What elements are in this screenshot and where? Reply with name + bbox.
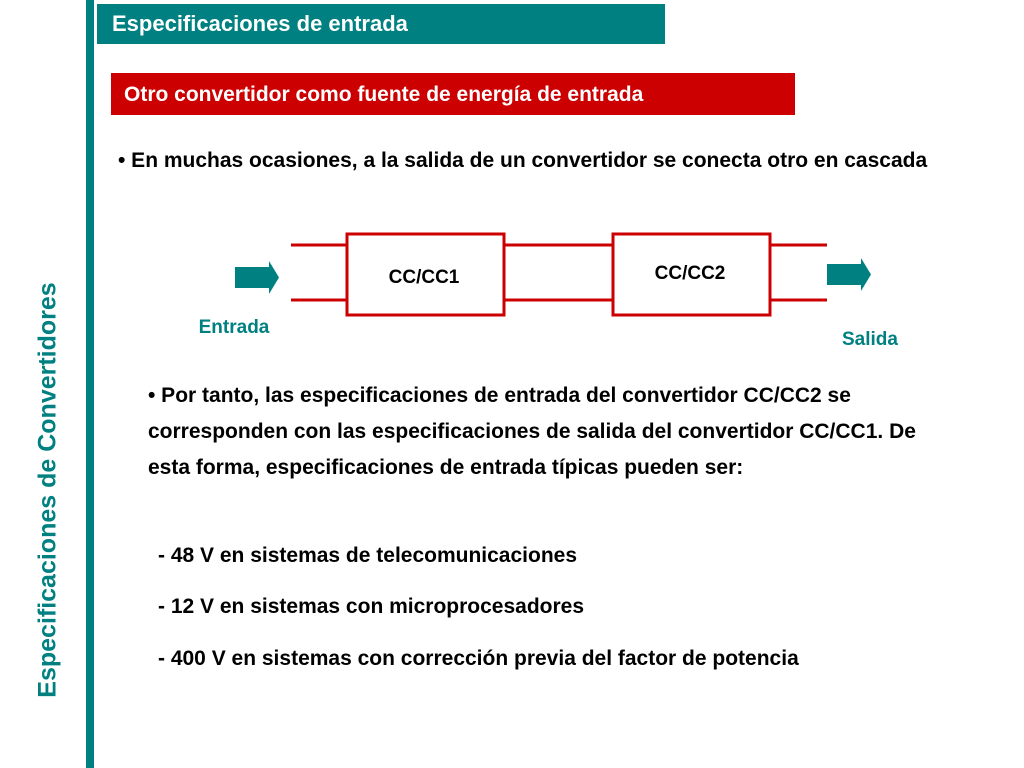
bullet-paragraph-1: • En muchas ocasiones, a la salida de un convertidor se conecta otro en cascada (118, 149, 928, 172)
slide-subheader: Otro convertidor como fuente de energía de entrada (111, 73, 795, 115)
input-arrow-icon (235, 261, 279, 294)
bullet-paragraph-2: • Por tanto, las especificaciones de entrada del convertidor CC/CC2 se corresponden con las especificaciones de salida del convertidor CC/CC1. De esta forma, especificaciones de entrada típicas pueden ser: (148, 384, 916, 479)
output-label: Salida (842, 329, 898, 350)
output-arrow-icon (827, 258, 871, 291)
list-item: - 48 V en sistemas de telecomunicaciones (158, 544, 578, 567)
input-label: Entrada (198, 317, 270, 338)
converter1-label: CC/CC1 (388, 267, 460, 288)
sidebar-vertical-title-text: Especificaciones de Convertidores (33, 282, 62, 698)
list-item: - 12 V en sistemas con microprocesadores (158, 595, 585, 618)
converter2-label: CC/CC2 (654, 263, 726, 284)
slide-header: Especificaciones de entrada (97, 4, 665, 44)
list-item: - 400 V en sistemas con corrección previa del factor de potencia (158, 647, 799, 670)
